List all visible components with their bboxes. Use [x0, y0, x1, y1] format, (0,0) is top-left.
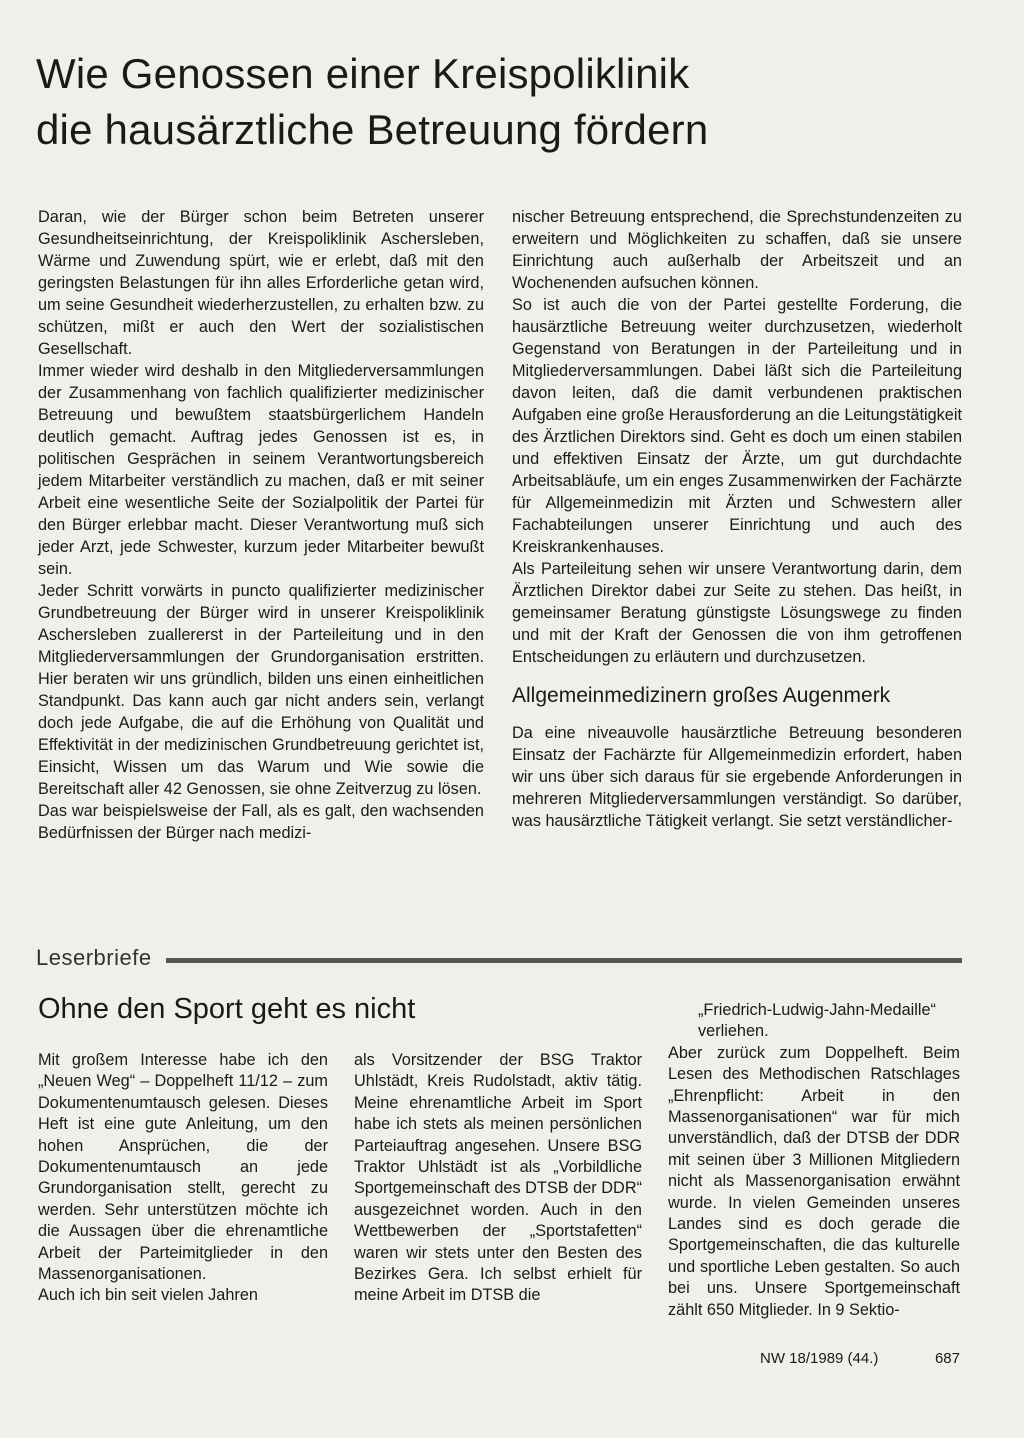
issue-number: NW 18/1989 (44.)	[760, 1350, 879, 1367]
letter-column-3	[668, 1000, 960, 1321]
section-divider	[166, 958, 962, 963]
paragraph: Daran, wie der Bürger schon beim Betreten unserer Gesundheitseinrichtung, der Kreispoliklinik Aschersleben, Wärme und Zuwendung spürt, wie er erlebt, daß mit den geringsten Belastungen für ihn alles Erforderliche getan wird, um seine Gesundheit wiederherzustellen, zu erhalten bzw. zu schützen, mißt er auch den Wert der sozialistischen Gesellschaft.	[38, 208, 484, 358]
paragraph: Jeder Schritt vorwärts in puncto qualifizierter medizinischer Grundbetreuung der Bürger wird in unserer Kreispoliklinik Aschersleben zuallererst in der Parteileitung und in den Mitgliederversammlungen der Grundorganisation erstritten. Hier beraten wir uns gründlich, bilden uns einen einheitlichen Standpunkt. Das kann auch gar nicht anders sein, verlangt doch jede Aufgabe, die auf die Erhöhung von Qualität und Effektivität in der medizinischen Grundbetreuung gerichtet ist, Einsicht, Wissen um das Warum und Wie sowie die Bereitschaft aller 42 Genossen, sie ohne Zeitverzug zu lösen.	[38, 582, 484, 798]
paragraph: Mit großem Interesse habe ich den „Neuen Weg“ – Doppelheft 11/12 – zum Dokumentenumtausch gelesen. Dieses Heft ist eine gute Anleitung, um den hohen Ansprüchen, die der Dokumentenumtausch an jede Grundorganisation stellt, gerecht zu werden. Sehr unterstützen möchte ich die Aussagen über die ehrenamtliche Arbeit der Parteimitglieder in den Massenorganisationen.	[38, 1051, 328, 1284]
headline-line-1: Wie Genossen einer Kreispoliklinik	[36, 50, 690, 97]
paragraph: So ist auch die von der Partei gestellte Forderung, die hausärztliche Betreuung weiter durchzusetzen, wiederholt Gegenstand von Beratungen in der Parteileitung und in Mitgliederversammlungen. Dabei läßt sich die Parteileitung davon leiten, daß die damit verbundenen praktischen Aufgaben eine große Herausforderung an die Leitungstätigkeit des Ärztlichen Direktors sind. Geht es doch um einen stabilen und effektiven Einsatz der Ärzte, um gut durchdachte Arbeitsabläufe, um ein enges Zusammenwirken der Fachärzte für Allgemeinmedizin mit Ärzten und Schwestern aller Fachabteilungen unserer Einrichtung und auch des Kreiskrankenhauses.	[512, 296, 962, 556]
paragraph: „Friedrich-Ludwig-Jahn-Medaille“ verliehen.	[698, 1001, 936, 1041]
headline-line-2: die hausärztliche Betreuung fördern	[36, 106, 709, 153]
section-header	[36, 942, 962, 974]
letter-title: Ohne den Sport geht es nicht	[38, 993, 416, 1025]
article-column-2	[512, 206, 962, 832]
letter-column-2	[354, 1050, 642, 1307]
section-label: Leserbriefe	[36, 945, 152, 970]
paragraph: Aber zurück zum Doppelheft. Beim Lesen des Methodischen Ratschlages „Ehrenpflicht: Arbeit in den Massenorganisationen“ war für mich unverständlich, daß der DTSB der DDR mit seinen über 3 Millionen Mitgliedern nicht als Massenorganisation erwähnt wurde. In vielen Gemeinden unseres Landes sind es doch gerade die Sportgemeinschaften, die das kulturelle und sportliche Leben gestalten. So auch bei uns. Unsere Sportgemeinschaft zählt 650 Mitglieder. In 9 Sektio-	[668, 1043, 960, 1319]
paragraph: als Vorsitzender der BSG Traktor Uhlstädt, Kreis Rudolstadt, aktiv tätig. Meine ehrenamtliche Arbeit im Sport habe ich stets als meinen persönlichen Parteiauftrag angesehen. Unsere BSG Traktor Uhlstädt ist als „Vorbildliche Sportgemeinschaft des DTSB der DDR“ ausgezeichnet worden. Auch in den Wettbewerben der „Sportstafetten“ waren wir stets unter den Besten des Bezirkes Gera. Ich selbst erhielt für meine Arbeit im DTSB die	[354, 1051, 642, 1305]
paragraph: Immer wieder wird deshalb in den Mitgliederversammlungen der Zusammenhang von fachlich qualifizierter medizinischer Betreuung und bewußtem staatsbürgerlichem Handeln deutlich gemacht. Auftrag jedes Genossen ist es, in politischen Gesprächen in seinem Verantwortungsbereich jedem Mitarbeiter verständlich zu machen, daß er mit seiner Arbeit eine wesentliche Seite der Sozialpolitik der Partei für den Bürger erlebbar macht. Dieser Verantwortung muß sich jeder Arzt, jede Schwester, kurzum jeder Mitarbeiter bewußt sein.	[38, 362, 484, 578]
page-footer	[760, 1350, 960, 1367]
paragraph: Auch ich bin seit vielen Jahren	[38, 1286, 258, 1305]
paragraph: Als Parteileitung sehen wir unsere Verantwortung darin, dem Ärztlichen Direktor dabei zur Seite zu stehen. Das heißt, in gemeinsamer Beratung günstigste Lösungswege zu finden und mit der Kraft der Genossen die von ihm getroffenen Entscheidungen zu erläutern und durchzusetzen.	[512, 560, 962, 666]
page-number: 687	[934, 1350, 960, 1367]
article-subheading: Allgemeinmedizinern großes Augenmerk	[512, 684, 891, 707]
article-column-1	[38, 206, 484, 844]
paragraph: nischer Betreuung entsprechend, die Sprechstundenzeiten zu erweitern und Möglichkeiten zu schaffen, daß sie unsere Einrichtung auch außerhalb der Arbeitszeit und an Wochenenden aufsuchen können.	[512, 208, 962, 292]
article-headline	[36, 46, 936, 158]
letter-column-1	[38, 1050, 328, 1307]
paragraph: Da eine niveauvolle hausärztliche Betreuung besonderen Einsatz der Fachärzte für Allgemeinmedizin erfordert, haben wir uns über sich daraus für sie ergebende Anforderungen in mehreren Mitgliederversammlungen verständigt. So darüber, was hausärztliche Tätigkeit verlangt. Sie setzt verständlicher-	[512, 724, 962, 830]
paragraph: Das war beispielsweise der Fall, als es galt, den wachsenden Bedürfnissen der Bürger nach medizi-	[38, 802, 484, 842]
